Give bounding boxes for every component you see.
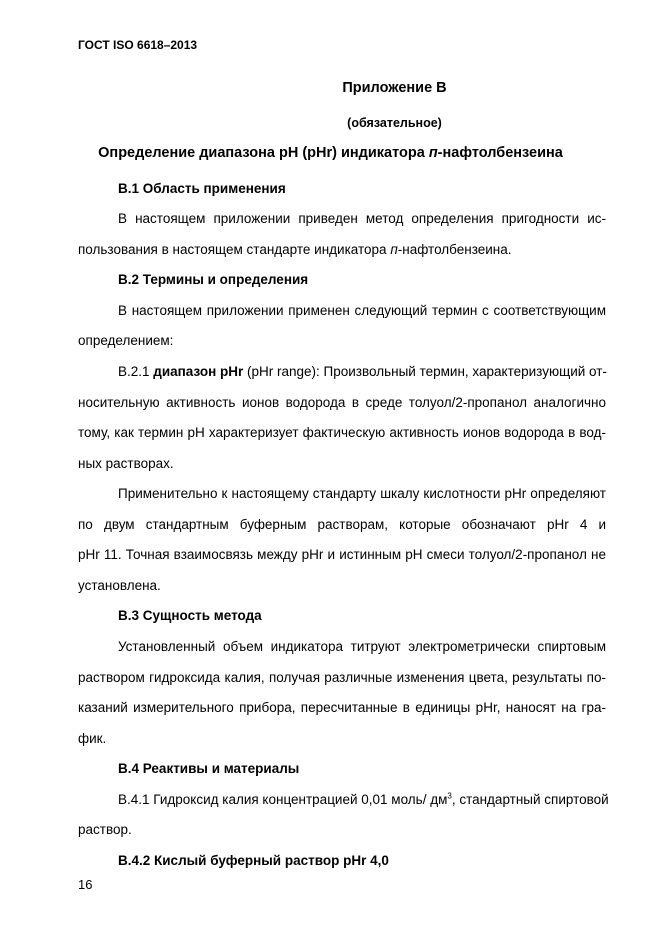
section-b2-line: по двум стандартным буферным растворам, которые обозначают pHr 4 и	[78, 517, 606, 532]
appendix-heading-post: -нафтолбензеина	[437, 145, 563, 161]
section-b1-line: В настоящем приложении приведен метод определения пригодности ис-	[118, 211, 606, 226]
section-b3-line: раствором гидроксида калия, получая различные изменения цвета, результаты по-	[78, 670, 606, 685]
definition-number: В.2.1	[118, 364, 154, 379]
definition-b21	[118, 364, 606, 380]
appendix-title: Приложение В	[342, 80, 447, 96]
section-b2-line: pHr 11. Точная взаимосвязь между pHr и истинным pH смеси толуол/2-пропанол не	[78, 547, 606, 562]
definition-text: (pHr range): Произвольный термин, характеризующий от-	[243, 364, 607, 379]
section-b2-heading: В.2 Термины и определения	[118, 272, 309, 287]
b1-line2-pre: пользования в настоящем стандарте индикатора	[78, 242, 391, 257]
appendix-heading-pre: Определение диапазона pH (pHr) индикатора	[98, 145, 429, 161]
section-b2-line: В настоящем приложении применен следующий термин с соответствующим	[118, 303, 606, 318]
appendix-heading-italic: п	[428, 145, 438, 161]
b1-line2-post: -нафтолбензеина.	[397, 242, 512, 257]
section-b3-line: фик.	[78, 731, 107, 746]
definition-term: диапазон pHr	[153, 364, 244, 379]
section-b2-line: носительную активность ионов водорода в среде толуол/2-пропанол аналогично	[78, 395, 606, 410]
standard-header: ГОСТ ISO 6618–2013	[78, 38, 198, 52]
section-b1-heading: В.1 Область применения	[118, 181, 286, 196]
section-b2-line: тому, как термин pH характеризует фактическую активность ионов водорода в вод-	[78, 425, 606, 440]
b4-line1-superscript: 3	[447, 791, 452, 801]
section-b3-line: казаний измерительного прибора, пересчитанные в единицы pHr, наносят на гра-	[78, 700, 606, 715]
section-b2-line: установлена.	[78, 578, 161, 593]
b4-line1-pre: В.4.1 Гидроксид калия концентрацией 0,01 моль/ дм	[118, 792, 448, 807]
section-b3-heading: В.3 Сущность метода	[118, 608, 262, 623]
section-b4-line	[118, 791, 609, 808]
section-b4-heading: В.4 Реактивы и материалы	[118, 761, 300, 776]
section-b1-line	[78, 242, 606, 258]
section-b2-line: определением:	[78, 333, 174, 348]
b4-line1-post: , стандартный спиртовой	[451, 792, 609, 807]
section-b4-line: раствор.	[78, 822, 132, 837]
section-b2-line: Применительно к настоящему стандарту шкалу кислотности pHr определяют	[118, 486, 606, 501]
section-b3-line: Установленный объем индикатора титруют электрометрически спиртовым	[118, 639, 606, 654]
b1-line2-italic: п	[390, 242, 398, 257]
appendix-status: (обязательное)	[347, 116, 442, 130]
section-b2-line: ных растворах.	[78, 456, 174, 471]
page-number: 16	[78, 877, 93, 892]
appendix-heading	[0, 145, 661, 161]
section-b42-heading: В.4.2 Кислый буферный раствор pHr 4,0	[118, 853, 389, 868]
